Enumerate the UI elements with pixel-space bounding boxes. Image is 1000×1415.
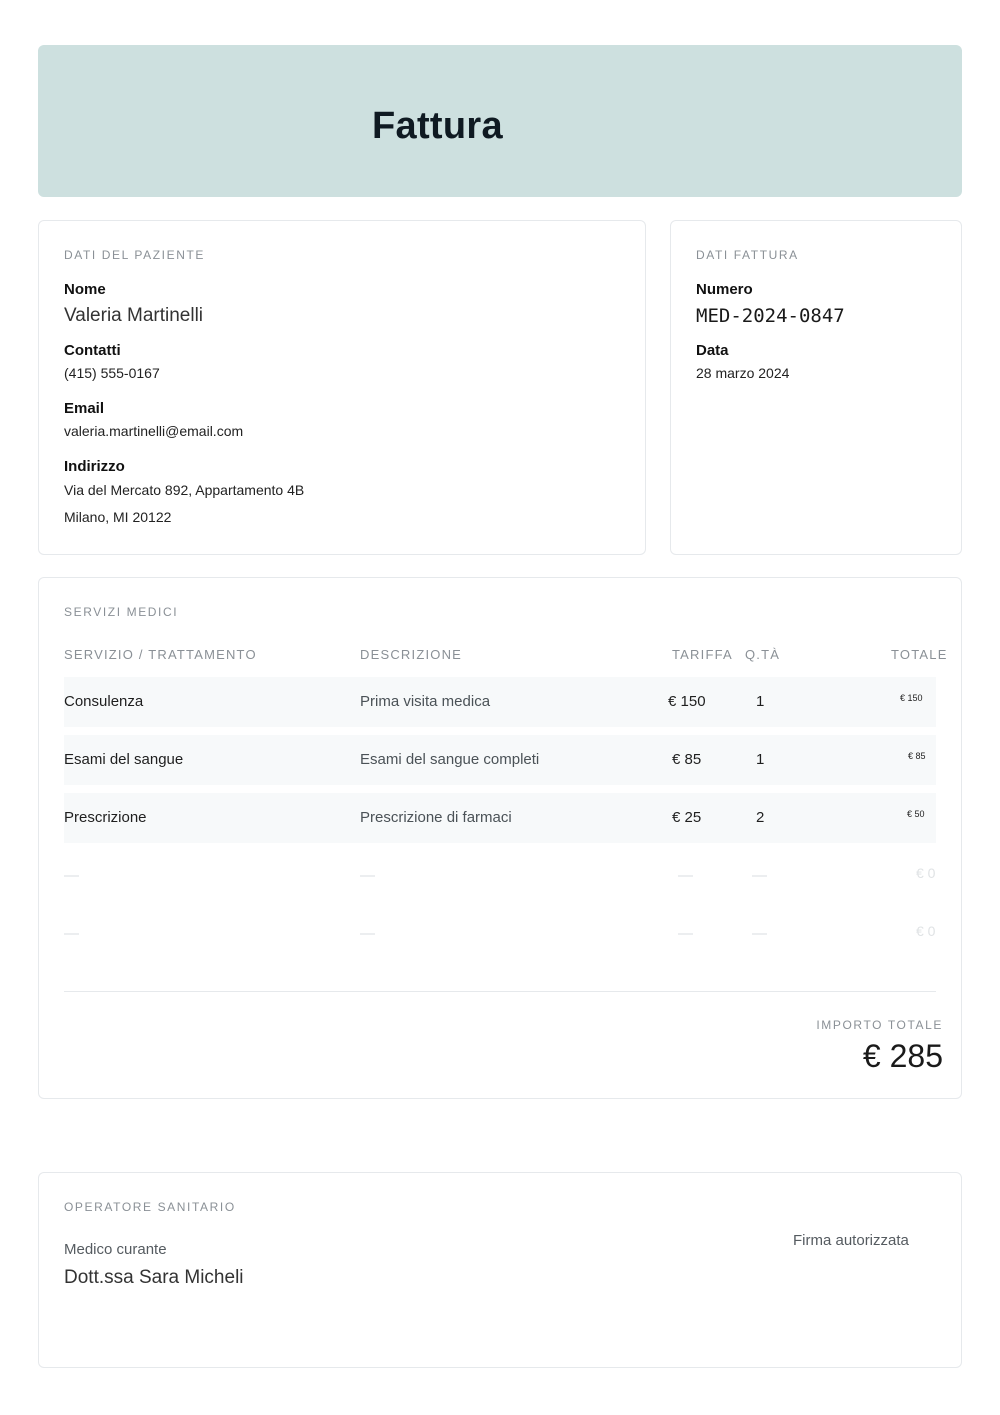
- service-cell: Consulenza: [64, 693, 144, 710]
- total-cell: € 85: [908, 751, 926, 761]
- service-cell: —: [64, 867, 79, 884]
- page-title: Fattura: [372, 105, 503, 147]
- name-label: Nome: [64, 281, 106, 298]
- doctor-label: Medico curante: [64, 1241, 167, 1258]
- total-divider: [64, 991, 936, 992]
- rate-cell: —: [678, 925, 693, 942]
- invoice-header: [38, 45, 962, 197]
- provider-card: [38, 1172, 962, 1368]
- column-header-total: TOTALE: [891, 647, 948, 662]
- table-row: [64, 793, 936, 843]
- patient-section-title: DATI DEL PAZIENTE: [64, 248, 205, 262]
- description-cell: Prima visita medica: [360, 693, 491, 710]
- column-header-qty: Q.TÀ: [745, 647, 781, 662]
- table-row: [64, 735, 936, 785]
- services-card: [38, 577, 962, 1099]
- description-cell: Esami del sangue completi: [360, 751, 540, 768]
- description-cell: —: [360, 867, 375, 884]
- patient-card: [38, 220, 646, 555]
- invoice-section-title: DATI FATTURA: [696, 248, 799, 262]
- rate-cell: € 150: [668, 693, 706, 710]
- rate-cell: —: [678, 867, 693, 884]
- total-cell: € 150: [900, 693, 923, 703]
- table-row: [64, 909, 936, 959]
- column-header-service: SERVIZIO / TRATTAMENTO: [64, 647, 257, 662]
- patient-name: Valeria Martinelli: [64, 305, 204, 326]
- patient-address-line2: Milano, MI 20122: [64, 509, 172, 525]
- total-cell: € 50: [907, 809, 925, 819]
- service-cell: Prescrizione: [64, 809, 147, 826]
- provider-section-title: OPERATORE SANITARIO: [64, 1200, 236, 1214]
- total-cell: € 0: [916, 865, 936, 881]
- invoice-details-card: [670, 220, 962, 555]
- invoice-number: MED-2024-0847: [696, 305, 845, 327]
- patient-phone: (415) 555-0167: [64, 365, 160, 381]
- doctor-name: Dott.ssa Sara Micheli: [64, 1267, 244, 1288]
- qty-cell: —: [752, 867, 767, 884]
- signature-label: Firma autorizzata: [793, 1232, 909, 1249]
- total-amount-label: IMPORTO TOTALE: [816, 1018, 943, 1032]
- qty-cell: 1: [756, 693, 765, 710]
- qty-cell: 1: [756, 751, 765, 768]
- description-cell: Prescrizione di farmaci: [360, 809, 512, 826]
- patient-address-line1: Via del Mercato 892, Appartamento 4B: [64, 482, 305, 498]
- qty-cell: 2: [756, 809, 765, 826]
- patient-email: valeria.martinelli@email.com: [64, 423, 244, 439]
- invoice-number-label: Numero: [696, 281, 753, 298]
- service-cell: —: [64, 925, 79, 942]
- email-label: Email: [64, 400, 105, 417]
- service-cell: Esami del sangue: [64, 751, 184, 768]
- total-cell: € 0: [916, 923, 936, 939]
- column-header-rate: TARIFFA: [672, 647, 733, 662]
- address-label: Indirizzo: [64, 458, 125, 475]
- qty-cell: —: [752, 925, 767, 942]
- invoice-date-label: Data: [696, 342, 729, 359]
- table-row: [64, 851, 936, 901]
- rate-cell: € 85: [672, 751, 702, 768]
- contacts-label: Contatti: [64, 342, 121, 359]
- total-amount: € 285: [862, 1038, 943, 1074]
- rate-cell: € 25: [672, 809, 702, 826]
- description-cell: —: [360, 925, 375, 942]
- column-header-description: DESCRIZIONE: [360, 647, 463, 662]
- services-section-title: SERVIZI MEDICI: [64, 605, 179, 619]
- invoice-date: 28 marzo 2024: [696, 365, 790, 381]
- table-row: [64, 677, 936, 727]
